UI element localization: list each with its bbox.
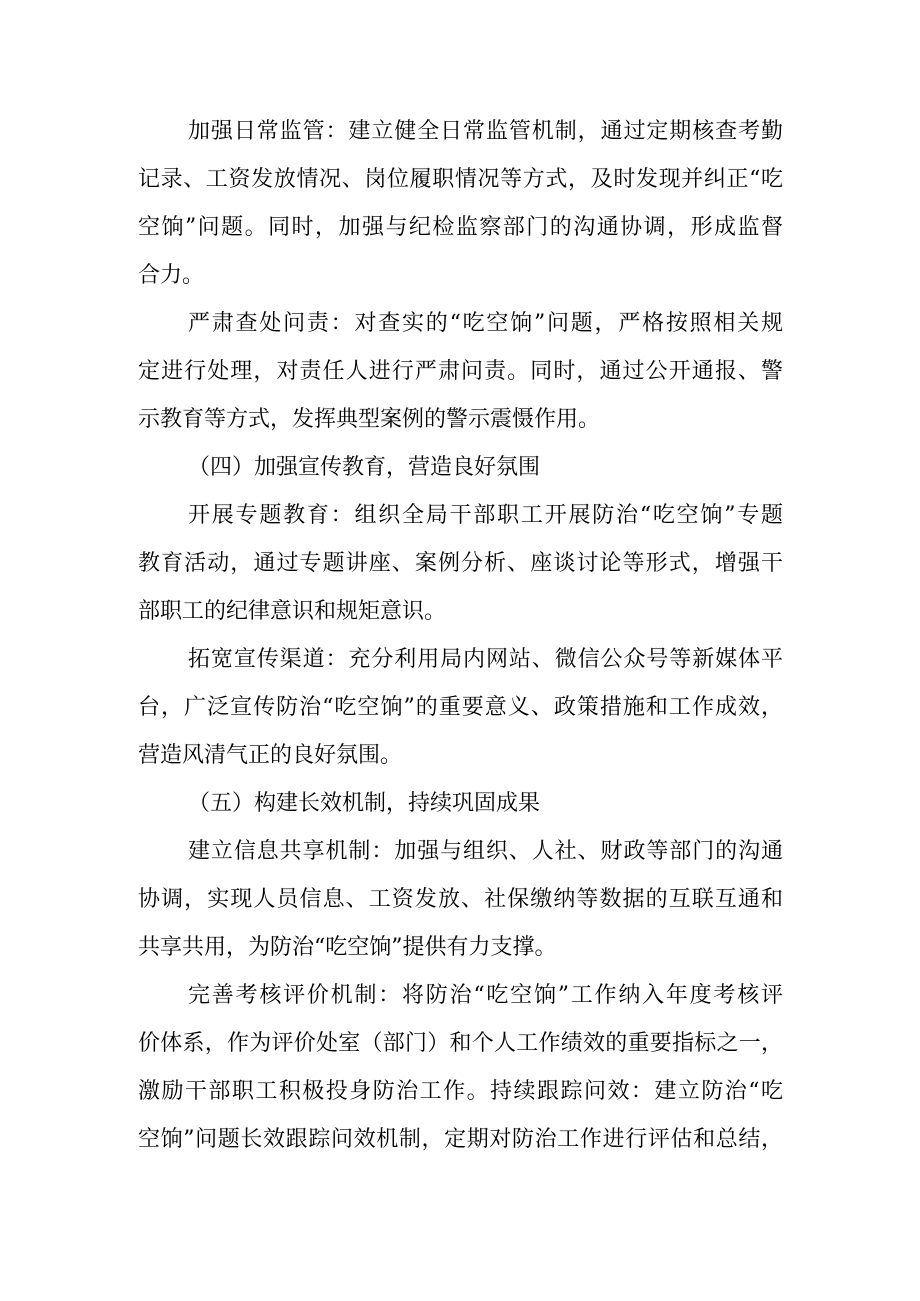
paragraph-line: 完善考核评价机制：将防治“吃空饷”工作纳入年度考核评 [188, 983, 783, 1008]
heading-text: （四）加强宣传教育，营造良好氛围 [188, 455, 541, 480]
paragraph-assessment [138, 972, 783, 1164]
paragraph-line: 开展专题教育：组织全局干部职工开展防治“吃空饷”专题 [188, 503, 783, 528]
section-heading-five [138, 780, 783, 828]
paragraph-line: 教育活动，通过专题讲座、案例分析、座谈讨论等形式，增强干 [138, 551, 783, 576]
paragraph-line: 记录、工资发放情况、岗位履职情况等方式，及时发现并纠正“吃 [138, 167, 783, 192]
paragraph-line: 价体系，作为评价处室（部门）和个人工作绩效的重要指标之一， [138, 1031, 783, 1056]
paragraph-line: 空饷”问题。同时，加强与纪检监察部门的沟通协调，形成监督 [138, 215, 783, 240]
paragraph-publicity-channels [138, 636, 783, 780]
paragraph-line: 营造风清气正的良好氛围。 [138, 743, 403, 768]
section-heading-four [138, 444, 783, 492]
paragraph-daily-supervision [138, 108, 783, 300]
heading-text: （五）构建长效机制，持续巩固成果 [188, 791, 541, 816]
paragraph-line: 台，广泛宣传防治“吃空饷”的重要意义、政策措施和工作成效， [138, 695, 783, 720]
paragraph-accountability [138, 300, 783, 444]
paragraph-line: 加强日常监管：建立健全日常监管机制，通过定期核查考勤 [188, 119, 783, 144]
paragraph-line: 定进行处理，对责任人进行严肃问责。同时，通过公开通报、警 [138, 359, 783, 384]
paragraph-line: 共享共用，为防治“吃空饷”提供有力支撑。 [138, 935, 557, 960]
paragraph-line: 严肃查处问责：对查实的“吃空饷”问题，严格按照相关规 [188, 311, 783, 336]
paragraph-line: 建立信息共享机制：加强与组织、人社、财政等部门的沟通 [188, 839, 783, 864]
paragraph-line: 拓宽宣传渠道：充分利用局内网站、微信公众号等新媒体平 [188, 647, 783, 672]
paragraph-info-sharing [138, 828, 783, 972]
paragraph-line: 协调，实现人员信息、工资发放、社保缴纳等数据的互联互通和 [138, 887, 783, 912]
paragraph-line: 激励干部职工积极投身防治工作。持续跟踪问效：建立防治“吃 [138, 1079, 783, 1104]
paragraph-line: 合力。 [138, 263, 205, 288]
paragraph-special-education [138, 492, 783, 636]
document-body [138, 108, 783, 1164]
paragraph-line: 部职工的纪律意识和规矩意识。 [138, 599, 447, 624]
paragraph-line: 空饷”问题长效跟踪问效机制，定期对防治工作进行评估和总结， [138, 1127, 783, 1152]
paragraph-line: 示教育等方式，发挥典型案例的警示震慑作用。 [138, 407, 601, 432]
